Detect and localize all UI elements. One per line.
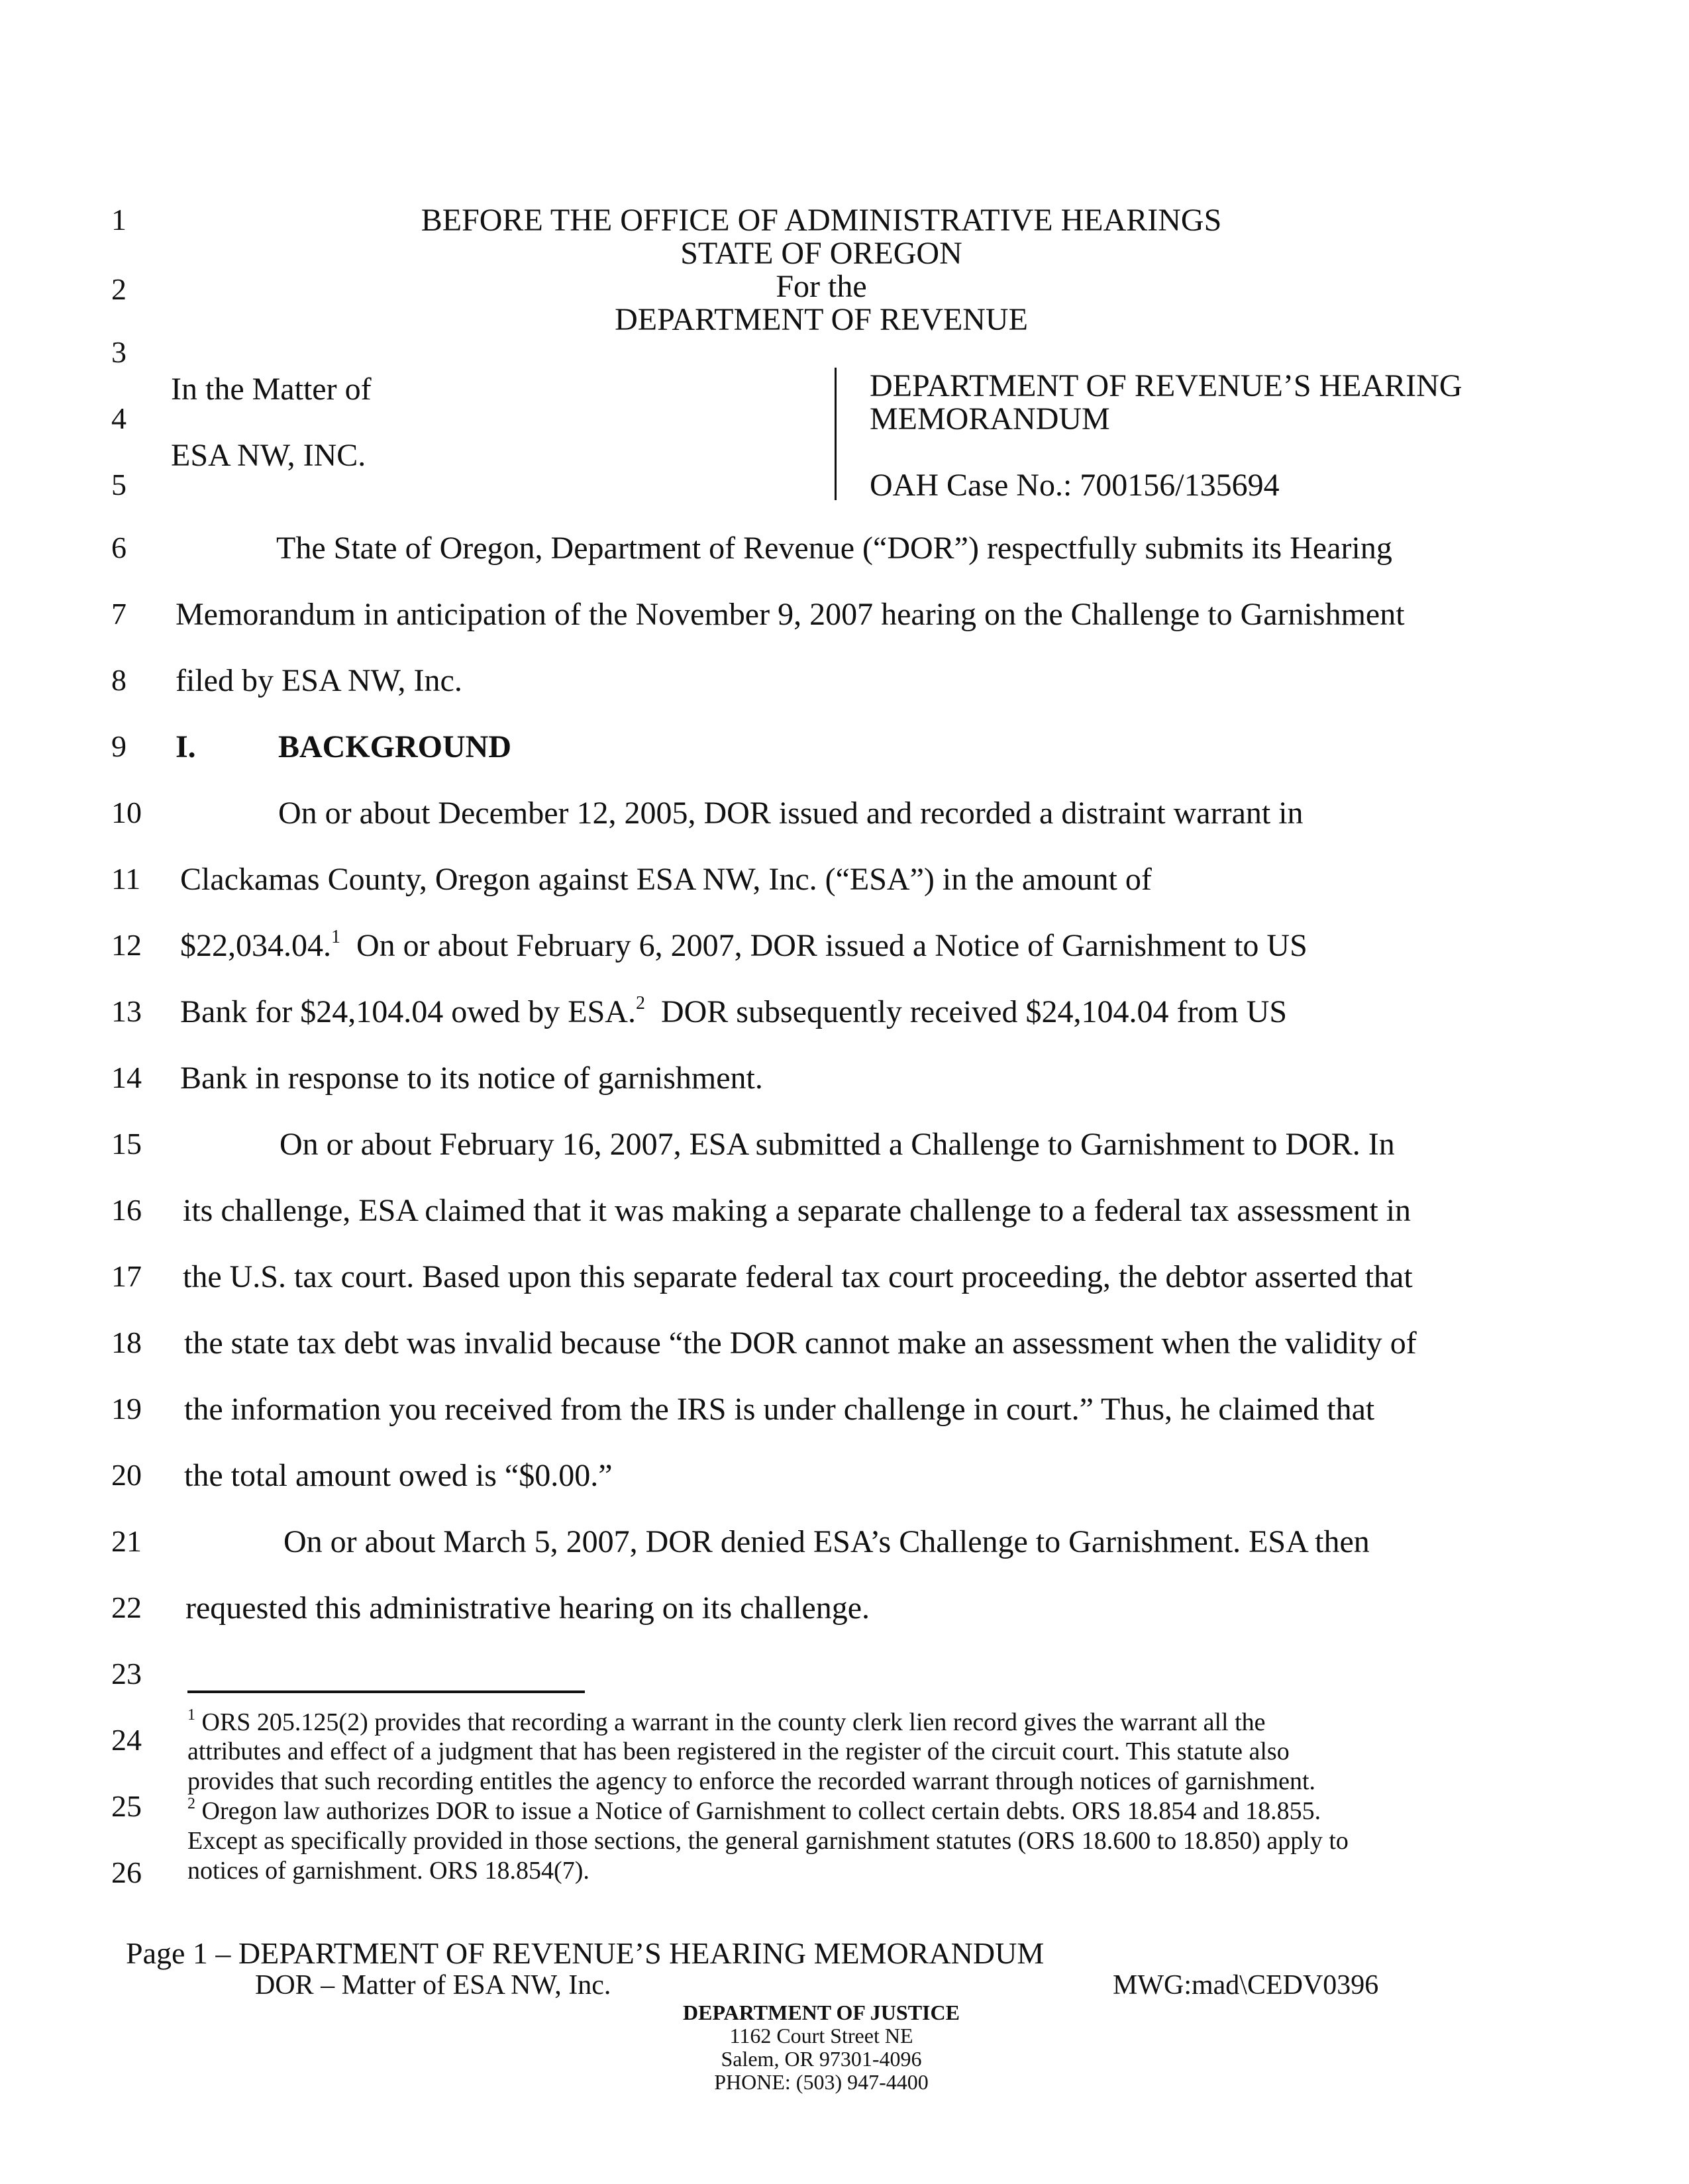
line-number: 24 — [111, 1723, 142, 1757]
caption-divider — [835, 368, 837, 500]
body-line: the total amount owed is “$0.00.” — [184, 1458, 613, 1493]
doj-phone: PHONE: (503) 947-4400 — [714, 2070, 929, 2094]
party-name: ESA NW, INC. — [171, 438, 366, 473]
section-heading: BACKGROUND — [278, 729, 512, 764]
line-number: 17 — [111, 1259, 142, 1293]
line-number: 13 — [111, 994, 142, 1028]
footnote-2-line-3: notices of garnishment. ORS 18.854(7). — [187, 1857, 589, 1885]
line-number: 25 — [111, 1789, 142, 1823]
body-line: its challenge, ESA claimed that it was making a separate challenge to a federal tax assessment in — [183, 1193, 1411, 1228]
section-number: I. — [176, 729, 196, 764]
case-number: OAH Case No.: 700156/135694 — [870, 468, 1280, 503]
line-number: 19 — [111, 1392, 142, 1426]
line-number: 12 — [111, 928, 142, 962]
footer-page-title: Page 1 – DEPARTMENT OF REVENUE’S HEARING MEMORANDUM — [126, 1936, 1045, 1970]
header-line-4: DEPARTMENT OF REVENUE — [615, 302, 1028, 337]
footnote-2-line-1 — [187, 1796, 1321, 1826]
footnote-1-line-3: provides that such recording entitles the agency to enforce the recorded warrant through notices of garnishment. — [187, 1767, 1316, 1795]
doc-title-line-2: MEMORANDUM — [870, 401, 1110, 437]
body-line: the U.S. tax court. Based upon this separate federal tax court proceeding, the debtor asserted that — [183, 1259, 1413, 1294]
body-line: the state tax debt was invalid because “the DOR cannot make an assessment when the validity of — [184, 1326, 1417, 1361]
line-number: 9 — [111, 729, 127, 763]
footnote-1-line-2: attributes and effect of a judgment that has been registered in the register of the circuit court. This statute also — [187, 1738, 1290, 1765]
body-line: On or about March 5, 2007, DOR denied ESA’s Challenge to Garnishment. ESA then — [283, 1524, 1370, 1559]
footnote-mark-1: 1 — [187, 1706, 195, 1724]
header-line-1: BEFORE THE OFFICE OF ADMINISTRATIVE HEARINGS — [421, 203, 1222, 238]
body-line — [180, 927, 1307, 964]
in-the-matter-of: In the Matter of — [171, 372, 372, 407]
line-number: 22 — [111, 1590, 142, 1624]
line-number: 1 — [111, 203, 127, 236]
body-line: the information you received from the IRS is under challenge in court.” Thus, he claimed that — [184, 1392, 1375, 1427]
line-number: 2 — [111, 272, 127, 306]
body-text: On or about February 6, 2007, DOR issued a Notice of Garnishment to US — [340, 928, 1307, 963]
body-line: On or about February 16, 2007, ESA submitted a Challenge to Garnishment to DOR. In — [280, 1127, 1395, 1162]
header-line-2: STATE OF OREGON — [680, 236, 962, 271]
footnote-mark-2: 2 — [187, 1795, 195, 1812]
line-number: 6 — [111, 531, 127, 564]
header-line-3: For the — [776, 269, 867, 304]
body-line: Clackamas County, Oregon against ESA NW, Inc. (“ESA”) in the amount of — [180, 862, 1152, 897]
line-number: 18 — [111, 1326, 142, 1359]
line-number: 21 — [111, 1524, 142, 1558]
footnote-separator — [187, 1690, 585, 1693]
doj-address-1: 1162 Court Street NE — [729, 2024, 913, 2048]
doj-address-2: Salem, OR 97301-4096 — [721, 2047, 922, 2071]
footer-file-ref: MWG:mad\CEDV0396 — [1113, 1970, 1379, 2001]
footnote-text: Oregon law authorizes DOR to issue a Notice of Garnishment to collect certain debts. ORS 18.854 and 18.855. — [195, 1797, 1321, 1825]
line-number: 4 — [111, 401, 127, 435]
line-number: 23 — [111, 1657, 142, 1690]
body-line: Memorandum in anticipation of the November 9, 2007 hearing on the Challenge to Garnishment — [176, 597, 1405, 632]
body-text: Bank for $24,104.04 owed by ESA. — [180, 994, 636, 1029]
line-number: 11 — [111, 862, 141, 896]
body-text: DOR subsequently received $24,104.04 from US — [644, 994, 1288, 1029]
amount: $22,034.04. — [180, 928, 331, 963]
body-line: The State of Oregon, Department of Revenue (“DOR”) respectfully submits its Hearing — [276, 531, 1392, 566]
body-line: Bank in response to its notice of garnishment. — [180, 1061, 763, 1096]
body-line: On or about December 12, 2005, DOR issued and recorded a distraint warrant in — [278, 796, 1304, 831]
line-number: 7 — [111, 597, 127, 631]
doc-title-line-1: DEPARTMENT OF REVENUE’S HEARING — [870, 368, 1462, 403]
footnote-2-line-2: Except as specifically provided in those sections, the general garnishment statutes (ORS 18.600 to 18.850) apply to — [187, 1827, 1349, 1855]
footnote-ref-1[interactable]: 1 — [331, 927, 340, 947]
doj-name: DEPARTMENT OF JUSTICE — [683, 2001, 960, 2024]
line-number: 5 — [111, 468, 127, 501]
line-number: 15 — [111, 1127, 142, 1161]
line-number: 16 — [111, 1193, 142, 1227]
line-number: 20 — [111, 1458, 142, 1492]
line-number: 14 — [111, 1061, 142, 1094]
line-number: 8 — [111, 663, 127, 697]
footer-subtitle: DOR – Matter of ESA NW, Inc. — [255, 1970, 611, 2001]
line-number: 26 — [111, 1855, 142, 1889]
footnote-ref-2[interactable]: 2 — [635, 993, 645, 1014]
body-line: filed by ESA NW, Inc. — [176, 663, 462, 698]
footnote-1-line-1 — [187, 1708, 1266, 1737]
body-line: requested this administrative hearing on its challenge. — [185, 1590, 870, 1626]
line-number: 10 — [111, 796, 142, 829]
body-line — [180, 994, 1287, 1030]
footnote-text: ORS 205.125(2) provides that recording a warrant in the county clerk lien record gives the warrant all the — [195, 1708, 1266, 1736]
line-number: 3 — [111, 335, 127, 369]
